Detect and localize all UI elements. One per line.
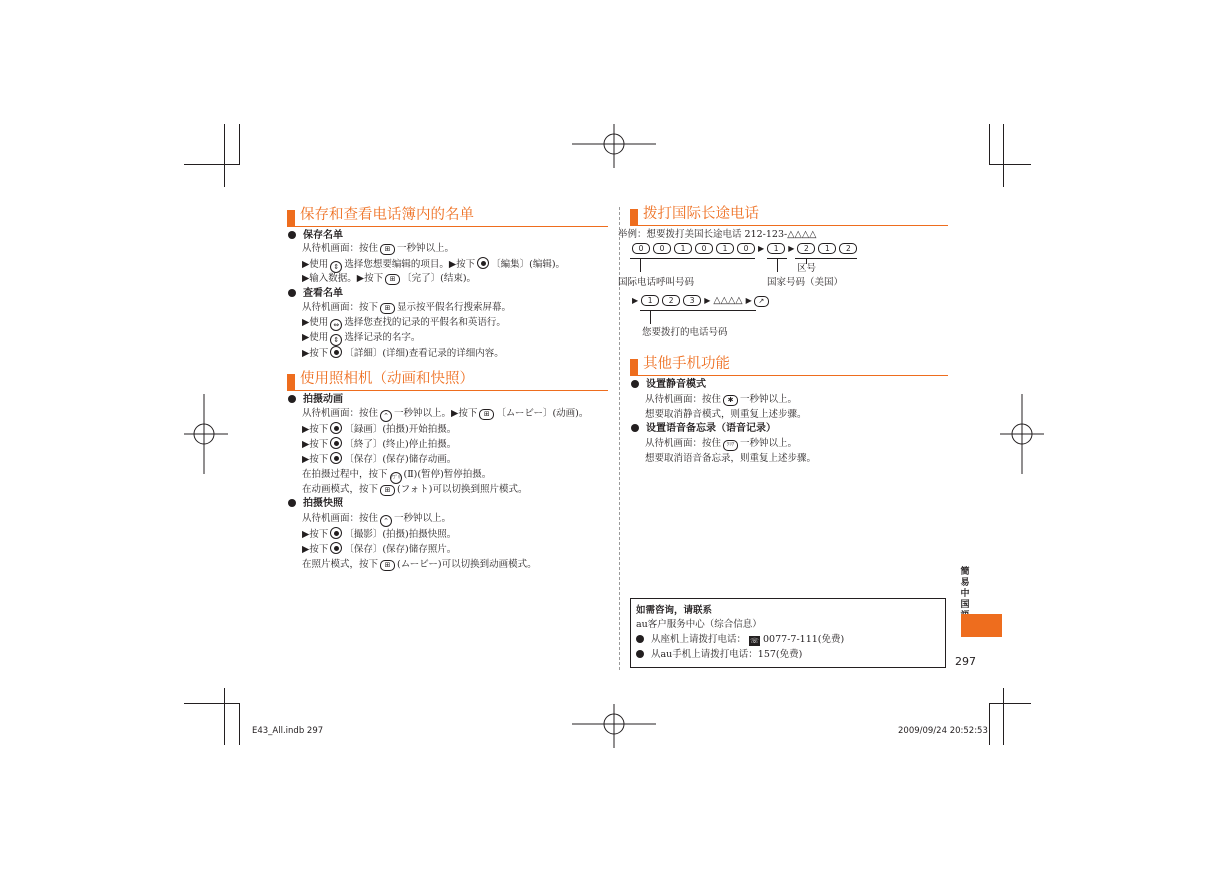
- side-tab: [961, 614, 1002, 637]
- contact-line: [636, 648, 802, 661]
- registration-mark-top: [570, 122, 658, 170]
- section-marker: [287, 374, 295, 391]
- digit-group-number: [641, 295, 704, 306]
- bullet-heading: [288, 229, 343, 243]
- label-country-code: 国家号码（美国）: [767, 277, 844, 288]
- instruction-line: [302, 512, 451, 527]
- digit-key: 1: [641, 295, 659, 306]
- example-text: 举例：想要拨打美国长途电话 212-123-△△△△: [618, 229, 817, 240]
- instruction-line: 想要取消语音备忘录，则重复上述步骤。: [645, 453, 817, 464]
- bracket-line: [795, 258, 857, 259]
- app-key-icon: ｱﾌﾟﾘ: [390, 472, 402, 484]
- registration-mark-right: [998, 392, 1046, 476]
- text: 一秒钟以上。: [740, 394, 798, 405]
- instruction-line: [645, 437, 797, 451]
- bullet-title: 查看名单: [303, 288, 343, 299]
- bracket-line: [640, 258, 641, 272]
- text: 0077-7-111(免费): [763, 634, 845, 645]
- free-dial-icon: ☏: [750, 637, 759, 645]
- text: ▶按下: [302, 439, 329, 450]
- dial-sequence-2: [632, 294, 771, 308]
- instruction-line: [302, 407, 588, 422]
- section-rule: [287, 390, 608, 391]
- instruction-line: [302, 452, 456, 467]
- bullet-heading: [631, 422, 776, 436]
- center-key-icon: [330, 452, 342, 464]
- camera-key-icon: ⌃: [380, 515, 392, 527]
- crop-mark: [989, 164, 1031, 165]
- center-key-icon: [330, 346, 342, 358]
- text: 选择记录的名字。: [344, 332, 421, 343]
- memo-key-icon: ⊞: [385, 274, 400, 285]
- bullet-dot: [288, 499, 296, 507]
- text: 在照片模式，按下: [302, 559, 379, 570]
- text: 〔ムービー〕(动画)。: [496, 408, 589, 419]
- text: 在动画模式，按下: [302, 484, 379, 495]
- digit-key: 0: [653, 243, 671, 254]
- text: 〔完了〕(结束)。: [402, 273, 477, 284]
- section-title-camera: 使用照相机（动画和快照）: [300, 371, 474, 387]
- instruction-line: [302, 242, 454, 256]
- text: ▶按下: [302, 529, 329, 540]
- text: 从待机画面：按住: [302, 513, 379, 524]
- digit-key: 2: [662, 295, 680, 306]
- text: ▶按下: [302, 348, 329, 359]
- crop-mark: [1003, 688, 1004, 745]
- bracket-line: [630, 258, 755, 259]
- instruction-line: [302, 527, 456, 542]
- registration-mark-left: [182, 392, 230, 476]
- text: ▶使用: [302, 317, 329, 328]
- bullet-heading: [288, 393, 343, 407]
- bullet-dot: [631, 424, 639, 432]
- camera-key-icon: ⌃: [380, 410, 392, 422]
- instruction-line: [302, 346, 504, 361]
- contact-title: 如需咨询，请联系: [636, 605, 713, 616]
- text: 一秒钟以上。: [740, 438, 798, 449]
- text: 一秒钟以上。▶按下: [394, 408, 478, 419]
- text: 从待机画面：按住: [302, 408, 379, 419]
- instruction-line: [302, 437, 456, 452]
- instruction-line: [302, 558, 537, 572]
- bullet-heading: [631, 378, 706, 392]
- digit-key: 0: [695, 243, 713, 254]
- arrow-icon: ▶: [704, 296, 711, 305]
- digit-key: 3: [683, 295, 701, 306]
- dial-sequence-1: [632, 242, 860, 256]
- digit-group-country: [767, 243, 788, 254]
- digit-key: 2: [839, 243, 857, 254]
- crop-mark: [224, 688, 225, 745]
- page-number: 297: [955, 655, 976, 668]
- crop-mark: [1003, 124, 1004, 187]
- text: 从座机上请拨打电话：: [651, 634, 747, 645]
- instruction-line: 想要取消静音模式，则重复上述步骤。: [645, 409, 807, 420]
- bullet-dot: [631, 380, 639, 388]
- contact-line: [636, 633, 844, 646]
- text: ▶使用: [302, 259, 329, 270]
- contact-box: [630, 598, 946, 668]
- section-rule: [287, 226, 608, 227]
- arrow-icon: ▶: [745, 296, 752, 305]
- bracket-line: [650, 310, 651, 324]
- text: 一秒钟以上。: [394, 513, 452, 524]
- bullet-dot: [288, 395, 296, 403]
- crop-mark: [184, 164, 240, 165]
- digit-key: 0: [632, 243, 650, 254]
- slug-timestamp: 2009/09/24 20:52:53: [898, 726, 988, 736]
- section-rule: [630, 375, 948, 376]
- instruction-line: [302, 316, 506, 331]
- instruction-line: [302, 272, 476, 286]
- text: 〔保存〕(保存)储存照片。: [344, 544, 457, 555]
- text: 从待机画面：按住: [645, 438, 722, 449]
- bracket-line: [777, 258, 778, 272]
- instruction-line: [302, 257, 565, 273]
- crop-mark: [989, 703, 990, 745]
- memo-key-icon: ⊞: [380, 485, 395, 496]
- section-marker: [630, 209, 638, 226]
- bullet-dot: [288, 231, 296, 239]
- section-title-international-call: 拨打国际长途电话: [643, 206, 759, 222]
- bracket-line: [640, 310, 756, 311]
- clear-key-icon: ｸﾘｱ: [723, 440, 738, 451]
- crop-mark: [184, 703, 240, 704]
- text: ▶按下: [302, 454, 329, 465]
- side-tab-label: 簡易中国: [960, 567, 970, 610]
- instruction-line: [302, 483, 527, 497]
- instruction-line: [302, 468, 491, 484]
- text: (フォト)可以切换到照片模式。: [397, 484, 528, 495]
- crop-mark: [989, 703, 1031, 704]
- up-down-key-icon: ⇕: [330, 334, 342, 346]
- text: 〔保存〕(保存)储存动画。: [344, 454, 457, 465]
- text: 从au手机上请拨打电话：157(免费): [651, 649, 803, 660]
- memo-key-icon: ⊞: [380, 560, 395, 571]
- section-rule: [630, 225, 948, 226]
- digit-group-intl: [632, 243, 758, 254]
- bullet-dot: [636, 650, 644, 658]
- center-key-icon: [330, 527, 342, 539]
- text: (ムービー)可以切换到动画模式。: [397, 559, 537, 570]
- text: ▶输入数据。▶按下: [302, 273, 384, 284]
- section-marker: [630, 359, 638, 376]
- instruction-line: [302, 331, 420, 346]
- memo-key-icon: ⊞: [380, 303, 395, 314]
- digit-key: 1: [716, 243, 734, 254]
- text: ▶按下: [302, 424, 329, 435]
- label-phone-number: 您要拨打的电话号码: [642, 327, 728, 338]
- bullet-dot: [288, 289, 296, 297]
- memo-key-icon: ⊞: [380, 244, 395, 255]
- contact-line: au客户服务中心（综合信息）: [636, 619, 762, 630]
- crop-mark: [239, 124, 240, 165]
- bullet-title: 拍摄快照: [303, 498, 343, 509]
- bullet-heading: [288, 287, 343, 301]
- text: (Ⅱ)(暂停)暂停拍摄。: [403, 469, 492, 480]
- text: 从待机画面：按住: [645, 394, 722, 405]
- placeholder-digits: △△△△: [713, 295, 743, 306]
- section-title-phonebook: 保存和查看电话簿内的名单: [300, 207, 474, 223]
- text: ▶按下: [302, 544, 329, 555]
- digit-key: 2: [797, 243, 815, 254]
- digit-key: 0: [737, 243, 755, 254]
- center-key-icon: [330, 422, 342, 434]
- bullet-title: 设置语音备忘录（语音记录）: [646, 423, 776, 434]
- digit-group-area: [797, 243, 860, 254]
- instruction-line: [302, 422, 456, 437]
- bullet-heading: [288, 497, 343, 511]
- text: 〔終了〕(终止)停止拍摄。: [344, 439, 457, 450]
- digit-key: 1: [818, 243, 836, 254]
- text: 〔編集〕(编辑)。: [491, 259, 566, 270]
- text: 〔録画〕(拍摄)开始拍摄。: [344, 424, 457, 435]
- center-key-icon: [477, 257, 489, 269]
- up-down-key-icon: ⇕: [330, 261, 342, 273]
- star-key-icon: ✱: [723, 395, 738, 406]
- crop-mark: [239, 703, 240, 745]
- text: 从待机画面：按住: [302, 243, 379, 254]
- section-marker: [287, 210, 295, 227]
- bullet-title: 设置静音模式: [646, 379, 706, 390]
- section-title-other-functions: 其他手机功能: [643, 356, 730, 372]
- bullet-dot: [636, 635, 644, 643]
- text: 一秒钟以上。: [397, 243, 455, 254]
- text: 〔詳細〕(详细)查看记录的详细内容。: [344, 348, 504, 359]
- instruction-line: [302, 542, 456, 557]
- label-intl-code: 国际电话呼叫号码: [618, 277, 695, 288]
- bullet-title: 保存名单: [303, 230, 343, 241]
- crop-mark: [989, 124, 990, 165]
- arrow-icon: ▶: [788, 244, 795, 253]
- text: ▶使用: [302, 332, 329, 343]
- registration-mark-bottom: [570, 702, 658, 750]
- digit-key: 1: [674, 243, 692, 254]
- text: 选择您想要编辑的项目。▶按下: [344, 259, 476, 270]
- arrow-icon: ▶: [758, 244, 765, 253]
- center-key-icon: [330, 437, 342, 449]
- text: 在拍摄过程中，按下: [302, 469, 388, 480]
- instruction-line: [645, 393, 797, 407]
- text: 选择您查找的记录的平假名和英语行。: [344, 317, 506, 328]
- memo-key-icon: ⊞: [479, 409, 494, 420]
- label-area-code: 区号: [797, 263, 817, 274]
- text: 显示按平假名行搜索屏幕。: [397, 302, 512, 313]
- text: 从待机画面：按下: [302, 302, 379, 313]
- text: 〔撮影〕(拍摄)拍摄快照。: [344, 529, 457, 540]
- center-key-icon: [330, 542, 342, 554]
- slug-filename: E43_All.indb 297: [252, 726, 324, 736]
- call-key-icon: ↗: [754, 296, 769, 307]
- arrow-icon: ▶: [632, 296, 639, 305]
- instruction-line: [302, 301, 511, 315]
- digit-key: 1: [767, 243, 785, 254]
- crop-mark: [224, 124, 225, 187]
- left-right-key-icon: ⇔: [330, 319, 342, 331]
- bullet-title: 拍摄动画: [303, 394, 343, 405]
